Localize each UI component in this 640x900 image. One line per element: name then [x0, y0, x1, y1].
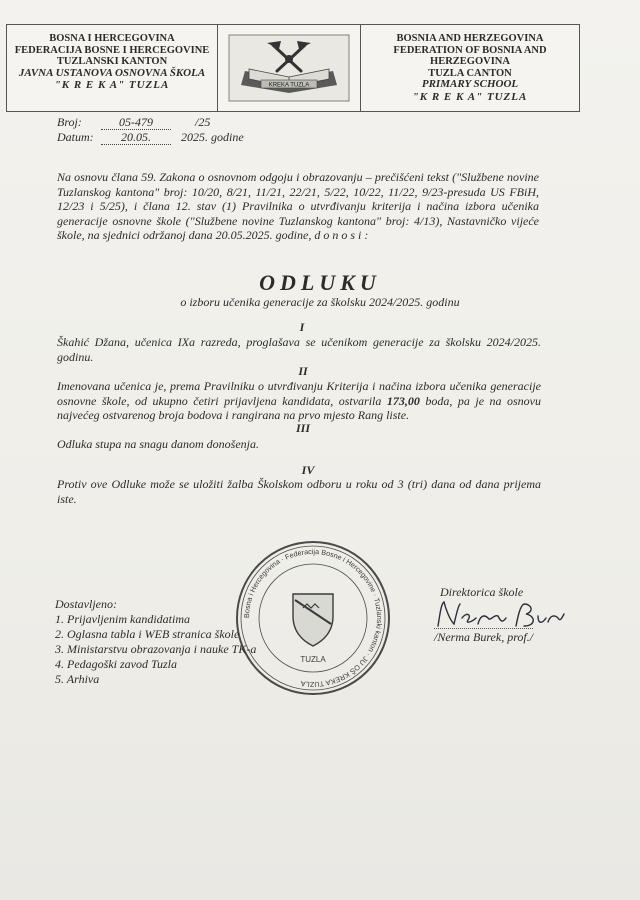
datum-label: Datum:	[57, 130, 94, 144]
document-meta	[57, 115, 244, 145]
header-right-line3: TUZLA CANTON	[428, 67, 512, 79]
section-text-2-after: boda, pa je na osnovu najvećeg ostvarenog broja bodova i rangirana na prvo mjesto Rang liste.	[57, 393, 542, 422]
section-number-2: II	[298, 364, 308, 378]
reference-number	[57, 115, 244, 130]
points-value: 173,00	[386, 393, 420, 408]
section-text-1: Škahić Džana, učenica IXa razreda, proglašava se učenikom generacije za školsku 2024/2025. godinu.	[57, 335, 541, 364]
broj-label: Broj:	[57, 115, 82, 129]
school-logo-icon	[225, 33, 353, 103]
distribution-list	[55, 597, 256, 687]
school-logo	[218, 25, 361, 111]
decision-title: ODLUKU	[259, 270, 381, 295]
section-number-1: I	[299, 320, 305, 334]
official-stamp	[233, 538, 393, 698]
broj-suffix: /25	[195, 115, 211, 129]
datum-value: 20.05.	[101, 130, 171, 145]
letterhead-left	[7, 25, 218, 111]
header-left-line3: TUZLANSKI KANTON	[56, 56, 168, 67]
broj-value: 05-479	[101, 115, 171, 130]
header-left-line5: "K R E K A" TUZLA	[54, 79, 170, 91]
header-right-line4: PRIMARY SCHOOL	[421, 78, 519, 90]
header-right-line1: BOSNIA AND HERZEGOVINA	[396, 33, 544, 44]
stamp-center-text: TUZLA	[300, 655, 326, 664]
datum-suffix: 2025. godine	[181, 130, 244, 144]
section-text-4: Protiv ove Odluke može se uložiti žalba Školskom odboru u roku od 3 (tri) dana od dana prijema iste.	[57, 477, 541, 506]
distribution-item: 3. Ministarstvu obrazovanja i nauke TK-a	[55, 642, 257, 656]
signatory-name: /Nerma Burek, prof./	[434, 630, 534, 644]
stamp-ring-text: Bosna i Hercegovina · Federacija Bosne i Hercegovine · Tuzlanski kanton · JU OŠ KREKA TUZLA	[241, 546, 385, 690]
preamble: Na osnovu člana 59. Zakona o osnovnom odgoju i obrazovanju – prečišćeni tekst ("Službene novine Tuzlanskog kantona" broj: 10/20, 8/21, 11/21, 22/21, 5/22, 10/22, 11/22, 9/23-presuda US FBiH, 12/23 i 5/25), i člana 12. stav (1) Pravilnika o utvrđivanju kriterija i načina izbora učenika generacije osnovne škole ("Službene novine Tuzlanskog kantona" broj: 4/13), Nastavničko vijeće škole, na sjednici održanoj dana 20.05.2025. godine, d o n o s i :	[57, 170, 539, 242]
decision-subtitle: o izboru učenika generacije za školsku 2024/2025. godinu	[180, 295, 460, 309]
section-text-3: Odluka stupa na snagu danom donošenja.	[57, 437, 259, 451]
header-right-line5: "K R E K A" TUZLA	[412, 90, 528, 103]
section-text-2-before: Imenovana učenica je, prema Pravilniku o utvrđivanju Kriterija i načina izbora učenika generacije osnovne škole, od ukupno četiri prijavljena kandidata, ostvarila	[57, 379, 541, 408]
distribution-item: 4. Pedagoški zavod Tuzla	[55, 657, 177, 671]
header-left-line4: JAVNA USTANOVA OSNOVNA ŠKOLA	[18, 66, 206, 79]
signatory-title: Direktorica škole	[440, 585, 524, 599]
svg-text:KREKA TUZLA: KREKA TUZLA	[268, 82, 310, 89]
letterhead	[6, 24, 580, 112]
header-right-line2: FEDERATION OF BOSNIA AND HERZEGOVINA	[393, 44, 547, 67]
document-date	[57, 130, 244, 145]
section-number-3: III	[295, 421, 310, 435]
header-left-line2: FEDERACIJA BOSNE I HERCEGOVINE	[14, 44, 210, 56]
section-text-2	[57, 379, 541, 423]
section-number-4: IV	[301, 463, 315, 477]
distribution-item: 5. Arhiva	[55, 672, 100, 686]
distribution-heading: Dostavljeno:	[55, 597, 117, 611]
distribution-item: 2. Oglasna tabla i WEB stranica škole	[55, 627, 240, 641]
header-left-line1: BOSNA I HERCEGOVINA	[49, 33, 175, 44]
distribution-item: 1. Prijavljenim kandidatima	[55, 612, 190, 626]
letterhead-right	[361, 25, 579, 111]
